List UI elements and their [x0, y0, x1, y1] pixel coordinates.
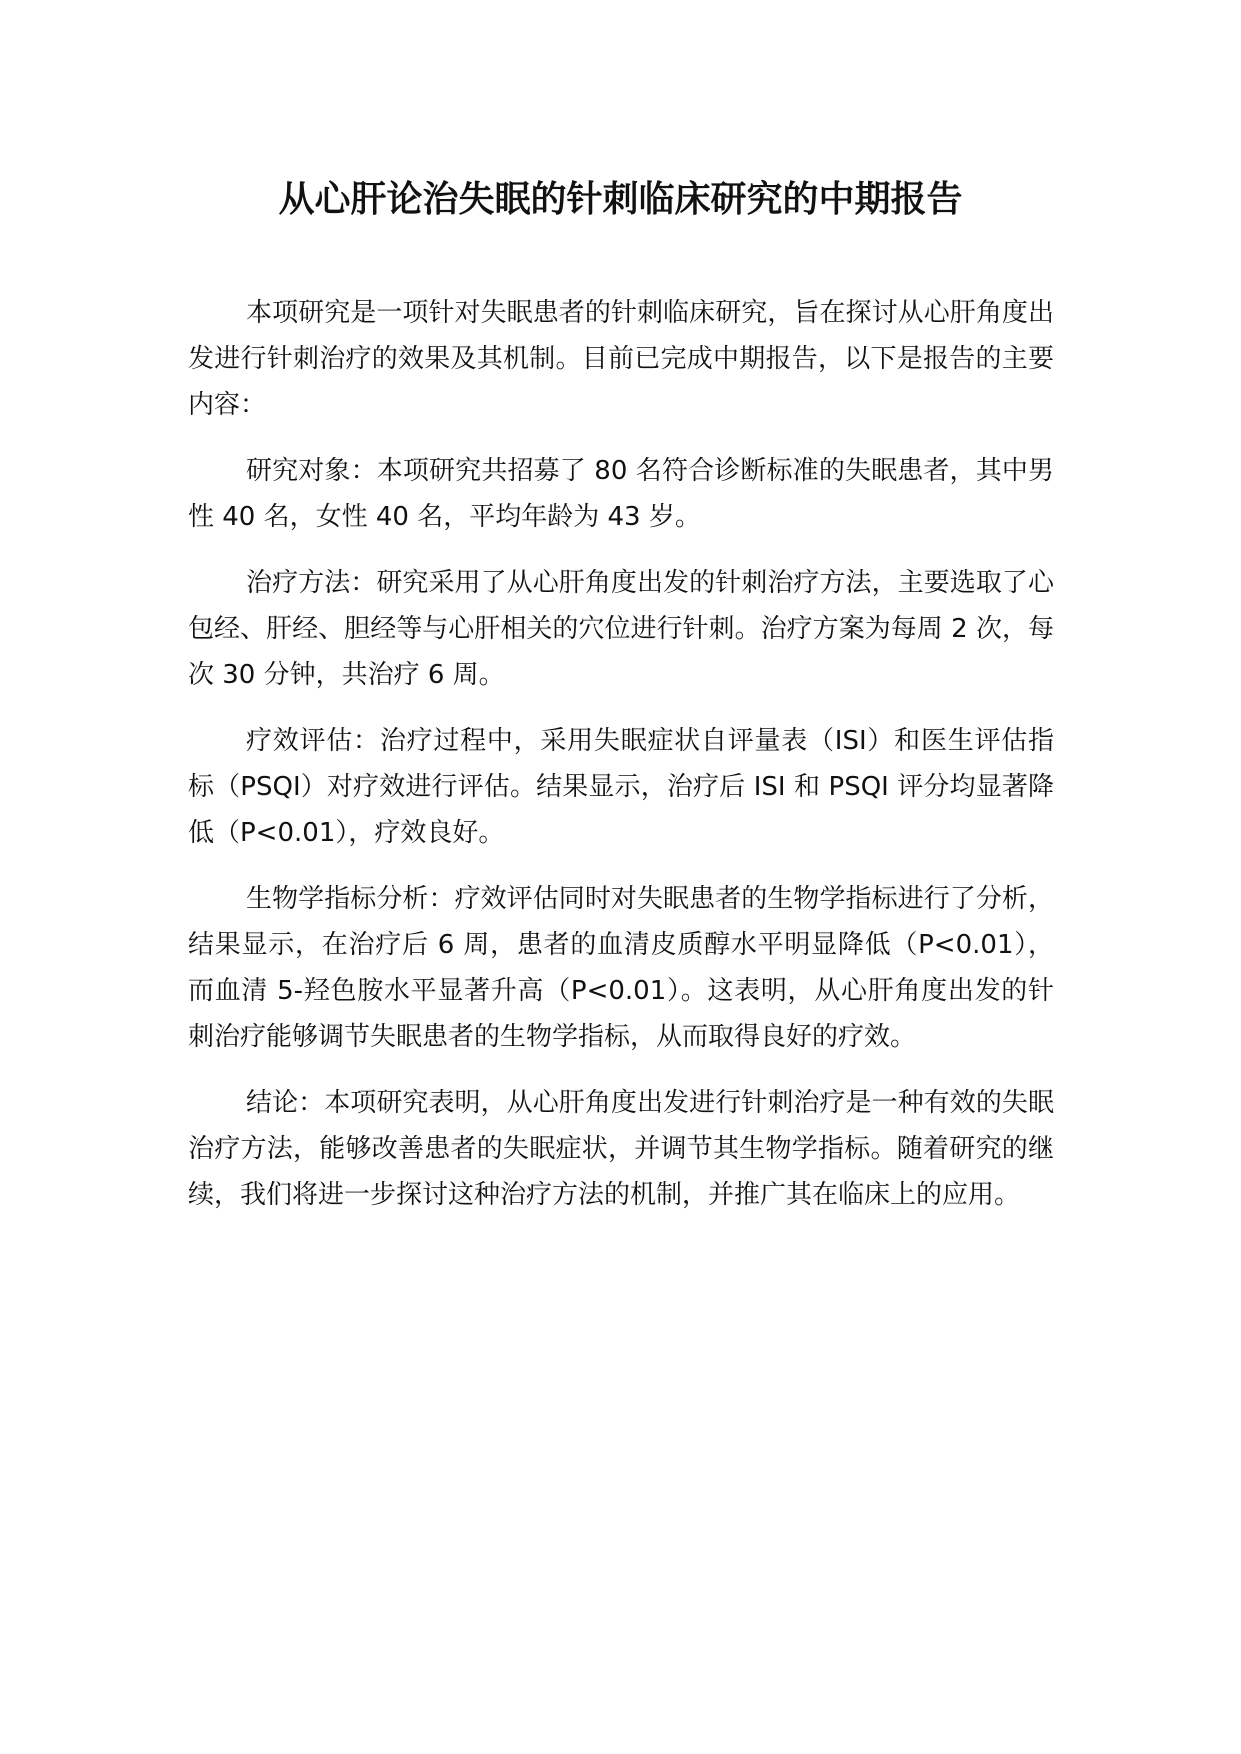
methods-paragraph: 治疗方法：研究采用了从心肝角度出发的针刺治疗方法，主要选取了心包经、肝经、胆经等与心肝相关的穴位进行针刺。治疗方案为每周 2 次，每次 30 分钟，共治疗 6 周。 [188, 568, 1054, 690]
document-title: 从心肝论治失眠的针刺临床研究的中期报告 [278, 179, 963, 220]
subjects-paragraph: 研究对象：本项研究共招募了 80 名符合诊断标准的失眠患者，其中男性 40 名，女性 40 名，平均年龄为 43 岁。 [188, 456, 1054, 532]
efficacy-paragraph: 疗效评估：治疗过程中，采用失眠症状自评量表（ISI）和医生评估指标（PSQI）对疗效进行评估。结果显示，治疗后 ISI 和 PSQI 评分均显著降低（P<0.01），疗效良好。 [188, 726, 1054, 848]
biomarker-paragraph: 生物学指标分析：疗效评估同时对失眠患者的生物学指标进行了分析，结果显示，在治疗后 6 周，患者的血清皮质醇水平明显降低（P<0.01），而血清 5-羟色胺水平显著升高（P<0.01）。这表明，从心肝角度出发的针刺治疗能够调节失眠患者的生物学指标，从而取得良好的疗效。 [188, 884, 1054, 1052]
document-body [188, 290, 1054, 1218]
conclusion-paragraph: 结论：本项研究表明，从心肝角度出发进行针刺治疗是一种有效的失眠治疗方法，能够改善患者的失眠症状，并调节其生物学指标。随着研究的继续，我们将进一步探讨这种治疗方法的机制，并推广其在临床上的应用。 [188, 1088, 1054, 1210]
intro-paragraph: 本项研究是一项针对失眠患者的针刺临床研究，旨在探讨从心肝角度出发进行针刺治疗的效果及其机制。目前已完成中期报告，以下是报告的主要内容： [188, 298, 1054, 420]
